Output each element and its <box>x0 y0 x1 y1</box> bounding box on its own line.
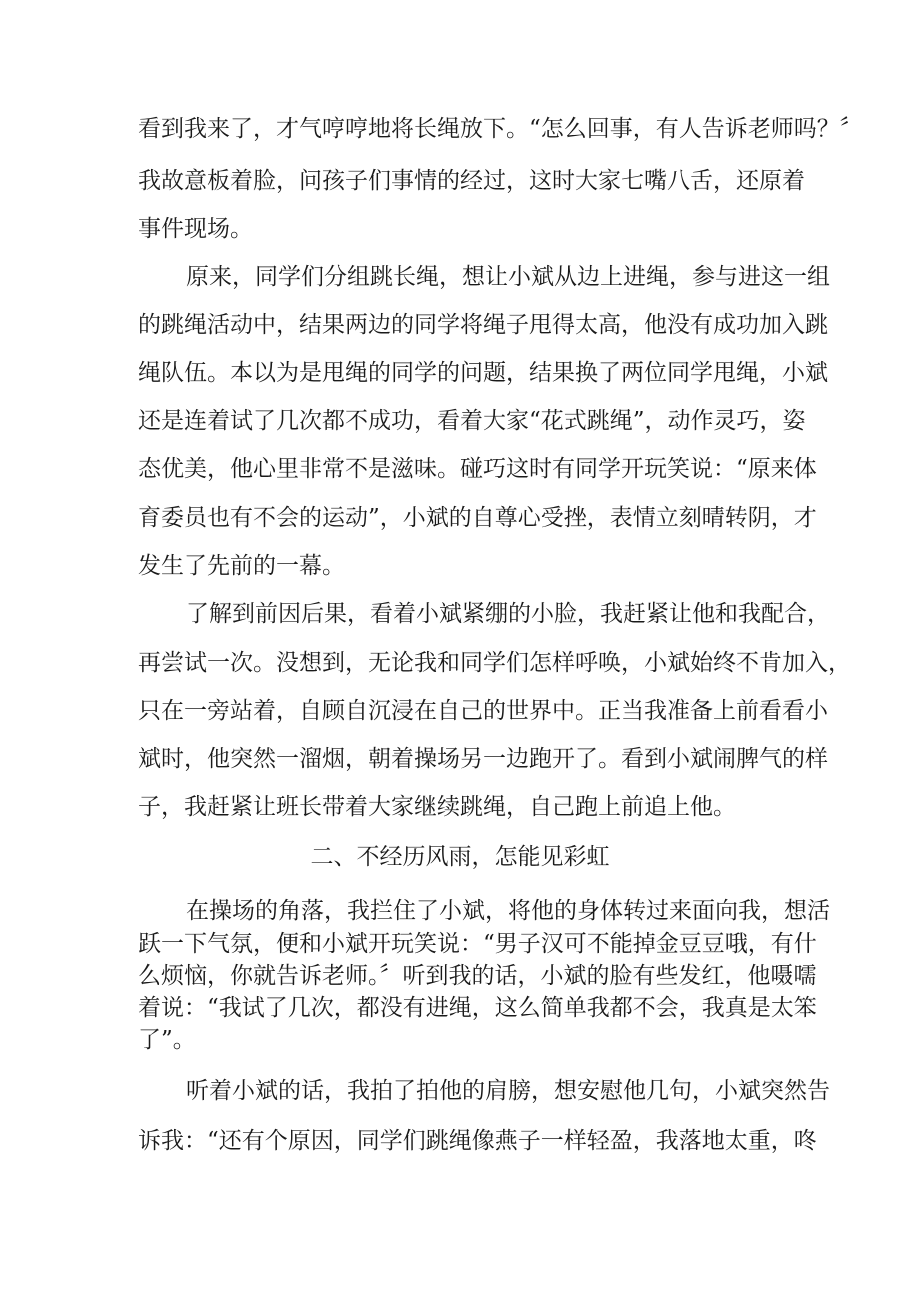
body-text-line: 子，我赶紧让班长带着大家继续跳绳，自己跑上前追上他。 <box>138 794 736 820</box>
body-text-line: 看到我来了，才气哼哼地将长绳放下。“怎么回事，有人告诉老师吗？〞 <box>138 116 863 142</box>
body-text-line: 了”。 <box>138 1027 196 1053</box>
body-text-line: 只在一旁站着，自顾自沉浸在自己的世界中。正当我准备上前看看小 <box>138 698 828 724</box>
body-text-line: 原来，同学们分组跳长绳，想让小斌从边上进绳，参与进这一组 <box>186 264 830 290</box>
body-text-line: 的跳绳活动中，结果两边的同学将绳子甩得太高，他没有成功加入跳 <box>138 312 828 338</box>
body-text-line: 诉我：“还有个原因，同学们跳绳像燕子一样轻盈，我落地太重，咚 <box>138 1128 817 1154</box>
section-heading: 二、不经历风雨，怎能见彩虹 <box>310 844 610 870</box>
body-text-line: 事件现场。 <box>138 216 253 242</box>
body-text-line: 着说：“我试了几次，都没有进绳，这么简单我都不会，我真是太笨 <box>138 995 817 1021</box>
body-text-line: 绳队伍。本以为是甩绳的同学的问题，结果换了两位同学甩绳，小斌 <box>138 360 828 386</box>
body-text-line: 在操场的角落，我拦住了小斌，将他的身体转过来面向我，想活 <box>186 898 830 924</box>
body-text-line: 么烦恼，你就告诉老师。〞听到我的话，小斌的脸有些发红，他嗫嚅 <box>138 963 817 989</box>
body-text-line: 发生了先前的一幕。 <box>138 553 345 579</box>
body-text-line: 再尝试一次。没想到，无论我和同学们怎样呼唤，小斌始终不肯加入， <box>138 650 851 676</box>
body-text-line: 斌时，他突然一溜烟，朝着操场另一边跑开了。看到小斌闹脾气的样 <box>138 746 828 772</box>
body-text-line: 态优美，他心里非常不是滋味。碰巧这时有同学开玩笑说：“原来体 <box>138 456 817 482</box>
body-text-line: 育委员也有不会的运动”，小斌的自尊心受挫，表情立刻晴转阴，才 <box>138 505 817 531</box>
body-text-line: 跃一下气氛，便和小斌开玩笑说：“男子汉可不能掉金豆豆哦，有什 <box>138 931 817 957</box>
body-text-line: 我故意板着脸，问孩子们事情的经过，这时大家七嘴八舌，还原着 <box>138 168 805 194</box>
body-text-line: 还是连着试了几次都不成功，看着大家“花式跳绳”，动作灵巧，姿 <box>138 408 806 434</box>
body-text-line: 听着小斌的话，我拍了拍他的肩膀，想安慰他几句，小斌突然告 <box>186 1078 830 1104</box>
body-text-line: 了解到前因后果，看着小斌紧绷的小脸，我赶紧让他和我配合， <box>186 601 830 627</box>
